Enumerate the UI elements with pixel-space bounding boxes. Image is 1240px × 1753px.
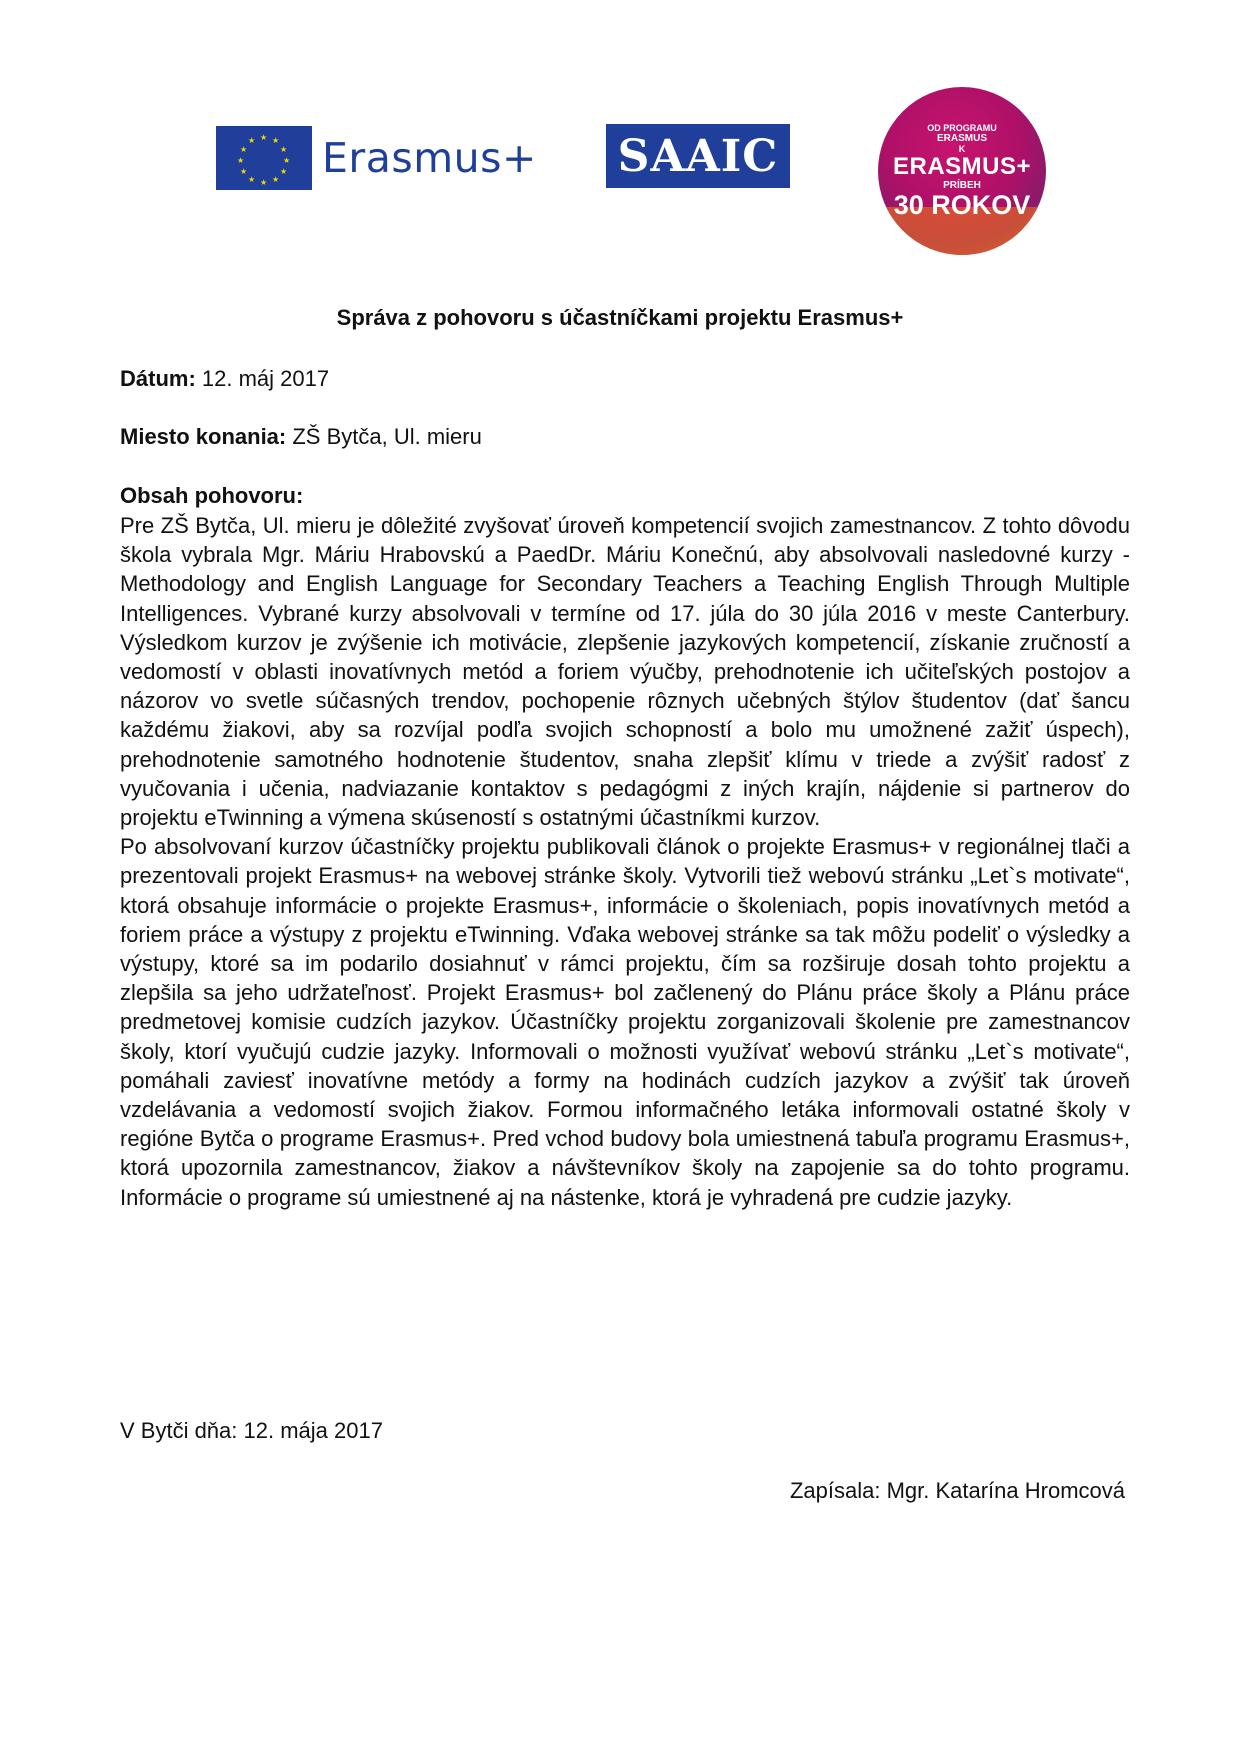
badge-line-6: 30 ROKOV — [893, 190, 1031, 220]
document-body — [120, 511, 1130, 1212]
recorded-by: Zapísala: Mgr. Katarína Hromcová — [789, 1478, 1125, 1503]
badge-line-4: ERASMUS+ — [892, 153, 1032, 180]
eu-flag-icon: ★ ★ ★ ★ ★ ★ ★ ★ ★ ★ ★ ★ — [216, 126, 312, 190]
erasmus-logo-text: Erasmus+ — [322, 134, 537, 182]
date-label: Dátum: — [120, 366, 196, 391]
saaic-logo: SAAIC — [606, 124, 790, 188]
place-label: Miesto konania: — [120, 424, 287, 449]
date-field — [120, 366, 329, 392]
place-value: ZŠ Bytča, Ul. mieru — [286, 424, 482, 449]
date-value: 12. máj 2017 — [195, 366, 330, 391]
body-paragraph-2: Po absolvovaní kurzov účastníčky projektu publikovali článok o projekte Erasmus+ v regionálnej tlači a prezentovali projekt Erasmus+ na webovej stránke školy. Vytvorili tiež webovú stránku „Let`s motivate“, ktorá obsahuje informácie o projekte Erasmus+, informácie o školeniach, popis inovatívnych metód a foriem práce a výstupy z projektu eTwinning. Vďaka webovej stránke sa tak môžu podeliť o výsledky a výstupy, ktoré sa im podarilo dosiahnuť v rámci projektu, čím sa rozširuje dosah tohto projektu a zlepšila sa jeho udržateľnosť. Projekt Erasmus+ bol začlenený do Plánu práce školy a Plánu práce predmetovej komisie cudzích jazykov. Účastníčky projektu zorganizovali školenie pre zamestnancov školy, ktorí vyučujú cudzie jazyky. Informovali o možnosti využívať webovú stránku „Let`s motivate“, pomáhali zaviesť inovatívne metódy a formy na hodinách cudzích jazykov a zvýšiť tak úroveň vzdelávania a vedomostí svojich žiakov. Formou informačného letáka informovali ostatné školy v regióne Bytča o programe Erasmus+. Pred vchod budovy bola umiestnená tabuľa programu Erasmus+, ktorá upozornila zamestnancov, žiakov a návštevníkov školy na zapojenie sa do tohto programu. Informácie o programe sú umiestnené aj na nástenke, ktorá je vyhradená pre cudzie jazyky. — [120, 834, 1130, 1210]
badge-line-2: ERASMUS — [936, 133, 987, 144]
badge-line-5: PRÍBEH — [943, 180, 981, 191]
content-heading: Obsah pohovoru: — [120, 483, 304, 508]
erasmus-30-years-badge — [878, 87, 1046, 255]
place-field — [120, 424, 482, 450]
badge-line-1: OD PROGRAMU — [927, 123, 997, 133]
closing-place-date: V Bytči dňa: 12. mája 2017 — [120, 1418, 383, 1443]
header-logos — [0, 0, 1240, 260]
badge-line-3: K — [958, 144, 966, 154]
document-title: Správa z pohovoru s účastníčkami projektu Erasmus+ — [336, 305, 904, 330]
body-paragraph-1: Pre ZŠ Bytča, Ul. mieru je dôležité zvyšovať úroveň kompetencií svojich zamestnancov. Z tohto dôvodu škola vybrala Mgr. Máriu Hrabovskú a PaedDr. Máriu Konečnú, aby absolvovali nasledovné kurzy - Methodology and English Language for Secondary Teachers a Teaching English Through Multiple Intelligences. Vybrané kurzy absolvovali v termíne od 17. júla do 30 júla 2016 v meste Canterbury. Výsledkom kurzov je zvýšenie ich motivácie, zlepšenie jazykových kompetencií, získanie zručností a vedomostí v oblasti inovatívnych metód a foriem výučby, prehodnotenie ich učiteľských postojov a názorov vo svetle súčasných trendov, pochopenie rôznych učebných štýlov študentov (dať šancu každému žiakovi, aby sa rozvíjal podľa svojich schopností a bolo mu umožnené zažiť úspech), prehodnotenie samotného hodnotenie študentov, snaha zlepšiť klímu v triede a zvýšiť radosť z vyučovania i učenia, nadviazanie kontaktov s pedagógmi z iných krajín, nájdenie si partnerov do projektu eTwinning a výmena skúseností s ostatnými účastníkmi kurzov. — [120, 513, 1130, 831]
erasmus-plus-logo — [216, 122, 536, 194]
